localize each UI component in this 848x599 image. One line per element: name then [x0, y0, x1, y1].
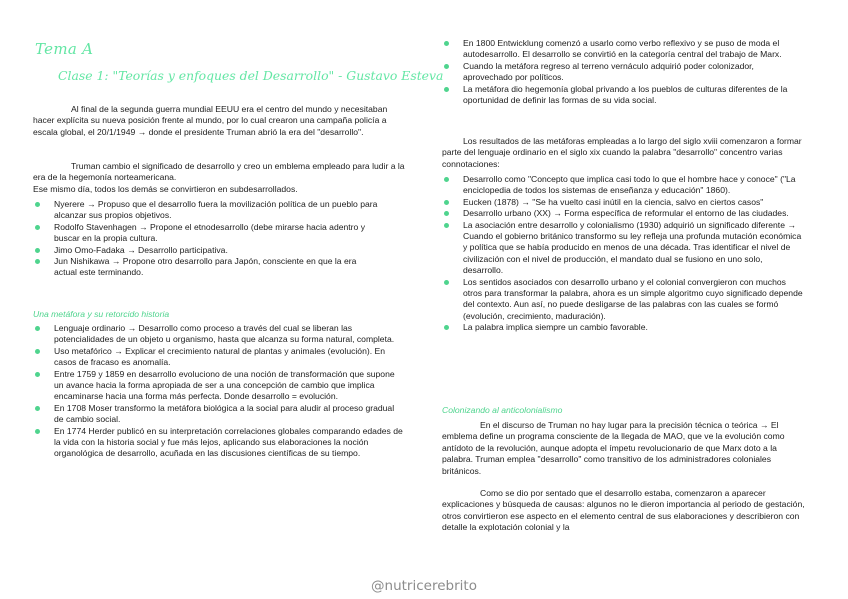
list-item: En 1708 Moser transformo la metáfora biológica a la social para aludir al proceso gradual de cambio social. — [33, 403, 405, 426]
metaphor-list — [33, 323, 405, 460]
paragraph-causes: Como se dio por sentado que el desarrollo estaba, comenzaron a aparecer explicaciones y búsqueda de causas: algunos no le dieron importancia al periodo de gestación, otros convirtieron ese aspecto en el elemento central de sus elaboraciones y describieron con detalle la explotación colonial y la — [442, 488, 805, 533]
paragraph-truman-discourse: En el discurso de Truman no hay lugar para la precisión técnica o teórica → El emblema define un programa consciente de la llegada de MAO, que ve la evolución como antídoto de la revolución, aunque adopta el ímpetu revolucionario de que Marx doto a la palabra. Truman emplea "desarrollo" como transitivo de los administradores coloniales británicos. — [442, 420, 785, 476]
list-item: La asociación entre desarrollo y colonialismo (1930) adquirió un significado diferente → Cuando el gobierno británico transformo su ley refleja una profunda mutación económica y política que se había producido en menos de una década. Tras identificar el nivel de civilización con el nivel de producción, el mandato dual se fusiono en uno solo, desarrollo. — [442, 220, 804, 277]
list-item: En 1774 Herder publicó en su interpretación correlaciones globales comparando edades de la vida con la historia social y fue más lejos, aplicando sus elaboraciones la noción organológica de desarrollo, acuñada en las discusiones científicas de su tiempo. — [33, 426, 405, 460]
paragraph-intro: Al final de la segunda guerra mundial EEUU era el centro del mundo y necesitaban hacer explícita su nueva posición frente al mundo, por lo cual crearon una campaña policía a escala global, el 20/1/1949 → donde el presidente Truman abrió la era del "desarrollo". — [33, 104, 388, 137]
list-item: Desarrollo urbano (XX) → Forma específica de reformular el entorno de las ciudades. — [442, 208, 804, 219]
list-item: Rodolfo Stavenhagen → Propone el etnodesarrollo (debe mirarse hacia adentro y buscar en la propia cultura. — [33, 222, 381, 245]
list-item: En 1800 Entwicklung comenzó a usarlo como verbo reflexivo y se puso de moda el autodesarrollo. El desarrollo se convirtió en la categoría central del trabajo de Marx. — [442, 38, 802, 61]
list-item: Jun Nishikawa → Propone otro desarrollo para Japón, consciente en que la era actual este terminando. — [33, 256, 381, 279]
list-item: Lenguaje ordinario → Desarrollo como proceso a través del cual se liberan las potencialidades de un objeto u organismo, hasta que alcanza su forma natural, completa. — [33, 323, 405, 346]
section-subtitle: Una metáfora y su retorcido historia — [33, 309, 170, 319]
connotations-list — [442, 174, 804, 334]
history-list — [442, 38, 802, 106]
list-item: Eucken (1878) → "Se ha vuelto casi inútil en la ciencia, salvo en ciertos casos" — [442, 197, 804, 208]
paragraph-truman: Truman cambio el significado de desarrollo y creo un emblema empleado para ludir a la era de la hegemonía norteamericana. — [33, 161, 405, 183]
topic-title: Tema A — [35, 40, 94, 58]
paragraph-connotations: Los resultados de las metáforas empleadas a lo largo del siglo xviii comenzaron a formar parte del lenguaje ordinario en el siglo xix cuando la palabra "desarrollo" concentro varias connotaciones: — [442, 136, 802, 169]
paragraph-subdeveloped: Ese mismo día, todos los demás se convirtieron en subdesarrollados. — [33, 184, 298, 194]
list-item: Jimo Omo-Fadaka → Desarrollo participativa. — [33, 245, 381, 256]
authors-list — [33, 199, 381, 279]
watermark: @nutricerebrito — [371, 578, 477, 594]
list-item: Los sentidos asociados con desarrollo urbano y el colonial convergieron con muchos otros para transformar la palabra, ahora es un simple algoritmo cuyo significado depende del contexto. Aun así, no puede desligarse de las palabras con las cuales se formó (evolución, crecimiento, maduración). — [442, 277, 804, 323]
list-item: Nyerere → Propuso que el desarrollo fuera la movilización política de un pueblo para alcanzar sus propios objetivos. — [33, 199, 381, 222]
list-item: La metáfora dio hegemonía global privando a los pueblos de culturas diferentes de la oportunidad de definir las formas de su vida social. — [442, 84, 802, 107]
list-item: La palabra implica siempre un cambio favorable. — [442, 322, 804, 333]
list-item: Desarrollo como "Concepto que implica casi todo lo que el hombre hace y conoce" ("La enciclopedia de todos los sistemas de enseñanza y educación" 1860). — [442, 174, 804, 197]
list-item: Entre 1759 y 1859 en desarrollo evoluciono de una noción de transformación que supone un avance hacia la forma apropiada de ser a una concepción de cambio que implica encaminarse hacia una forma más perfecta. Donde desarrollo = evolución. — [33, 369, 405, 403]
list-item: Cuando la metáfora regreso al terreno vernáculo adquirió poder colonizador, aprovechado por políticos. — [442, 61, 802, 84]
list-item: Uso metafórico → Explicar el crecimiento natural de plantas y animales (evolución). En casos de fracaso es anomalía. — [33, 346, 405, 369]
section-subtitle: Colonizando al anticolonialismo — [442, 405, 563, 415]
class-title: Clase 1: "Teorías y enfoques del Desarrollo" - Gustavo Esteva — [58, 68, 444, 83]
